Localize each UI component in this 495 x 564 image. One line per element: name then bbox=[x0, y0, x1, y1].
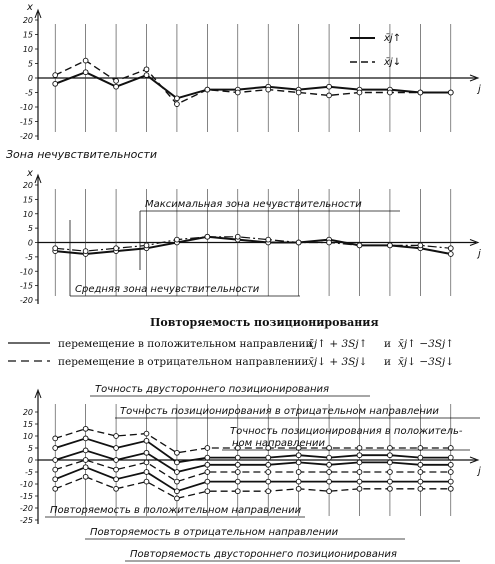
data-point bbox=[388, 453, 393, 458]
data-point bbox=[327, 93, 332, 98]
y-tick-label: 10 bbox=[22, 209, 33, 219]
legend-row-2-formula-a: x̄j↓ + 3Sj↓ bbox=[308, 356, 368, 368]
y-tick-label: -10 bbox=[19, 103, 33, 112]
data-point bbox=[388, 243, 393, 248]
data-point bbox=[83, 249, 88, 254]
data-point bbox=[235, 489, 240, 494]
data-point bbox=[296, 453, 301, 458]
y-tick-label: -25 bbox=[19, 516, 33, 525]
data-point bbox=[296, 470, 301, 475]
y-tick-label: 20 bbox=[22, 16, 33, 25]
data-point bbox=[205, 87, 210, 92]
chart-1 bbox=[20, 2, 481, 141]
chart-1-legend bbox=[350, 33, 401, 68]
data-point bbox=[114, 79, 119, 84]
y-axis-label: x bbox=[27, 168, 33, 179]
data-point bbox=[266, 462, 271, 467]
annotation-positive-accuracy-1: Точность позиционирования в положитель- bbox=[230, 426, 463, 437]
data-point bbox=[175, 460, 180, 465]
data-point bbox=[327, 240, 332, 245]
data-point bbox=[205, 489, 210, 494]
data-point bbox=[235, 234, 240, 239]
data-point bbox=[327, 489, 332, 494]
y-tick-label: 5 bbox=[27, 224, 33, 234]
data-point bbox=[53, 486, 58, 491]
data-point bbox=[83, 448, 88, 453]
data-point bbox=[83, 70, 88, 75]
data-point bbox=[388, 90, 393, 95]
y-tick-label: -15 bbox=[19, 281, 33, 291]
data-point bbox=[53, 73, 58, 78]
data-point bbox=[448, 462, 453, 467]
data-point bbox=[357, 243, 362, 248]
legend-row-1-and: и bbox=[384, 338, 391, 350]
data-point bbox=[205, 455, 210, 460]
annotation-positive-repeatability: Повторяемость в положительном направлении bbox=[50, 505, 302, 516]
data-point bbox=[388, 460, 393, 465]
y-tick-label: 20 bbox=[22, 181, 33, 190]
x-axis-label: j bbox=[478, 466, 481, 477]
data-point bbox=[144, 431, 149, 436]
annotation-negative-accuracy: Точность позиционирования в отрицательном направлении bbox=[120, 406, 439, 417]
annotation-negative-repeatability: Повторяемость в отрицательном направлении bbox=[90, 527, 339, 538]
y-tick-label: 0 bbox=[27, 74, 33, 83]
y-tick-label: -20 bbox=[19, 296, 33, 305]
data-point bbox=[266, 87, 271, 92]
data-point bbox=[53, 246, 58, 251]
data-point bbox=[114, 446, 119, 451]
data-point bbox=[175, 496, 180, 501]
data-point bbox=[418, 479, 423, 484]
y-axis-label: x bbox=[27, 2, 33, 13]
data-point bbox=[296, 240, 301, 245]
data-point bbox=[235, 462, 240, 467]
data-point bbox=[266, 470, 271, 475]
data-point bbox=[53, 458, 58, 463]
y-tick-label: 15 bbox=[22, 30, 33, 40]
data-point bbox=[53, 446, 58, 451]
data-point bbox=[266, 237, 271, 242]
data-point bbox=[114, 458, 119, 463]
data-point bbox=[114, 486, 119, 491]
data-point bbox=[357, 90, 362, 95]
data-point bbox=[448, 479, 453, 484]
legend-row-1-formula-a: x̄j↑ + 3Sj↑ bbox=[308, 338, 368, 350]
data-point bbox=[53, 477, 58, 482]
data-point bbox=[296, 460, 301, 465]
y-tick-label: 5 bbox=[27, 444, 33, 453]
data-point bbox=[388, 486, 393, 491]
data-point bbox=[388, 470, 393, 475]
legend-row-1-formula-b: x̄j↑ −3Sj↑ bbox=[398, 338, 455, 350]
data-point bbox=[144, 243, 149, 248]
data-point bbox=[235, 479, 240, 484]
repeatability-legend bbox=[8, 316, 454, 368]
data-point bbox=[327, 479, 332, 484]
data-point bbox=[83, 436, 88, 441]
data-point bbox=[357, 460, 362, 465]
data-point bbox=[205, 234, 210, 239]
annotation-bidirectional-accuracy: Точность двустороннего позиционирования bbox=[95, 384, 330, 395]
x-axis-label: j bbox=[478, 84, 481, 95]
data-point bbox=[83, 465, 88, 470]
legend-row-2-formula-b: x̄j↓ −3Sj↓ bbox=[398, 356, 455, 368]
annotation-avg-zone: Средняя зона нечувствительности bbox=[75, 284, 260, 295]
data-point bbox=[205, 462, 210, 467]
data-point bbox=[175, 470, 180, 475]
chart-2-title: Зона нечувствительности bbox=[6, 148, 157, 161]
data-point bbox=[114, 84, 119, 89]
y-tick-label: -15 bbox=[19, 117, 33, 127]
y-tick-label: -20 bbox=[19, 132, 33, 141]
data-point bbox=[205, 446, 210, 451]
data-point bbox=[448, 455, 453, 460]
data-point bbox=[83, 426, 88, 431]
data-point bbox=[448, 90, 453, 95]
data-point bbox=[327, 462, 332, 467]
data-point bbox=[296, 479, 301, 484]
data-point bbox=[144, 470, 149, 475]
data-point bbox=[448, 252, 453, 257]
data-point bbox=[418, 486, 423, 491]
y-tick-label: -15 bbox=[19, 492, 33, 501]
annotation-positive-accuracy-2: ном направлении bbox=[232, 438, 326, 449]
y-tick-label: 20 bbox=[22, 408, 33, 417]
data-point bbox=[266, 479, 271, 484]
data-point bbox=[296, 486, 301, 491]
data-point bbox=[83, 458, 88, 463]
data-point bbox=[144, 479, 149, 484]
data-point bbox=[53, 81, 58, 86]
section-title: Повторяемость позиционирования bbox=[150, 316, 379, 329]
data-point bbox=[175, 237, 180, 242]
y-tick-label: -5 bbox=[25, 468, 33, 477]
data-point bbox=[144, 450, 149, 455]
data-point bbox=[114, 434, 119, 439]
data-point bbox=[418, 243, 423, 248]
data-point bbox=[357, 470, 362, 475]
data-point bbox=[418, 462, 423, 467]
data-point bbox=[114, 246, 119, 251]
data-point bbox=[388, 479, 393, 484]
x-axis-label: j bbox=[478, 248, 481, 260]
data-point bbox=[327, 470, 332, 475]
data-point bbox=[448, 246, 453, 251]
y-tick-label: 10 bbox=[22, 432, 33, 441]
data-point bbox=[357, 453, 362, 458]
legend-row-1-text: перемещение в положительном направлении bbox=[58, 338, 313, 350]
annotation-max-zone: Максимальная зона нечувствительности bbox=[145, 199, 362, 210]
y-tick-label: 10 bbox=[22, 45, 33, 54]
data-point bbox=[144, 73, 149, 78]
y-tick-label: -5 bbox=[25, 88, 33, 98]
data-point bbox=[205, 470, 210, 475]
legend-row-2-text: перемещение в отрицательном направлении bbox=[58, 356, 309, 368]
y-tick-label: 15 bbox=[22, 195, 33, 205]
data-point bbox=[235, 455, 240, 460]
legend-label-down: x̄j↓ bbox=[384, 57, 402, 68]
data-point bbox=[144, 438, 149, 443]
data-point bbox=[418, 470, 423, 475]
data-point bbox=[53, 467, 58, 472]
data-point bbox=[144, 67, 149, 72]
chart-3-annotations bbox=[45, 384, 480, 561]
data-point bbox=[357, 486, 362, 491]
data-point bbox=[357, 479, 362, 484]
legend-row-2-and: и bbox=[384, 356, 391, 368]
y-tick-label: -10 bbox=[19, 267, 33, 277]
y-tick-label: 15 bbox=[22, 420, 33, 429]
legend-label-up: x̄j↑ bbox=[384, 33, 402, 44]
data-point bbox=[144, 460, 149, 465]
data-point bbox=[114, 467, 119, 472]
data-point bbox=[175, 450, 180, 455]
data-point bbox=[235, 470, 240, 475]
data-point bbox=[327, 455, 332, 460]
data-point bbox=[175, 479, 180, 484]
y-tick-label: -5 bbox=[25, 252, 33, 262]
y-tick-label: 0 bbox=[27, 238, 33, 248]
data-point bbox=[205, 479, 210, 484]
data-point bbox=[266, 489, 271, 494]
data-point bbox=[448, 470, 453, 475]
data-point bbox=[327, 84, 332, 89]
data-point bbox=[296, 90, 301, 95]
data-point bbox=[175, 96, 180, 101]
data-point bbox=[83, 474, 88, 479]
y-tick-label: -10 bbox=[19, 480, 33, 489]
data-point bbox=[235, 90, 240, 95]
data-point bbox=[418, 90, 423, 95]
y-tick-label: -20 bbox=[19, 504, 33, 513]
data-point bbox=[266, 455, 271, 460]
data-point bbox=[114, 477, 119, 482]
y-tick-label: 5 bbox=[27, 59, 33, 69]
data-point bbox=[175, 102, 180, 107]
data-point bbox=[448, 486, 453, 491]
annotation-bidirectional-repeatability: Повторяемость двустороннего позиционирования bbox=[130, 549, 397, 560]
data-point bbox=[418, 455, 423, 460]
data-point bbox=[53, 436, 58, 441]
data-point bbox=[83, 58, 88, 63]
y-tick-label: 0 bbox=[27, 456, 33, 465]
data-point bbox=[175, 489, 180, 494]
